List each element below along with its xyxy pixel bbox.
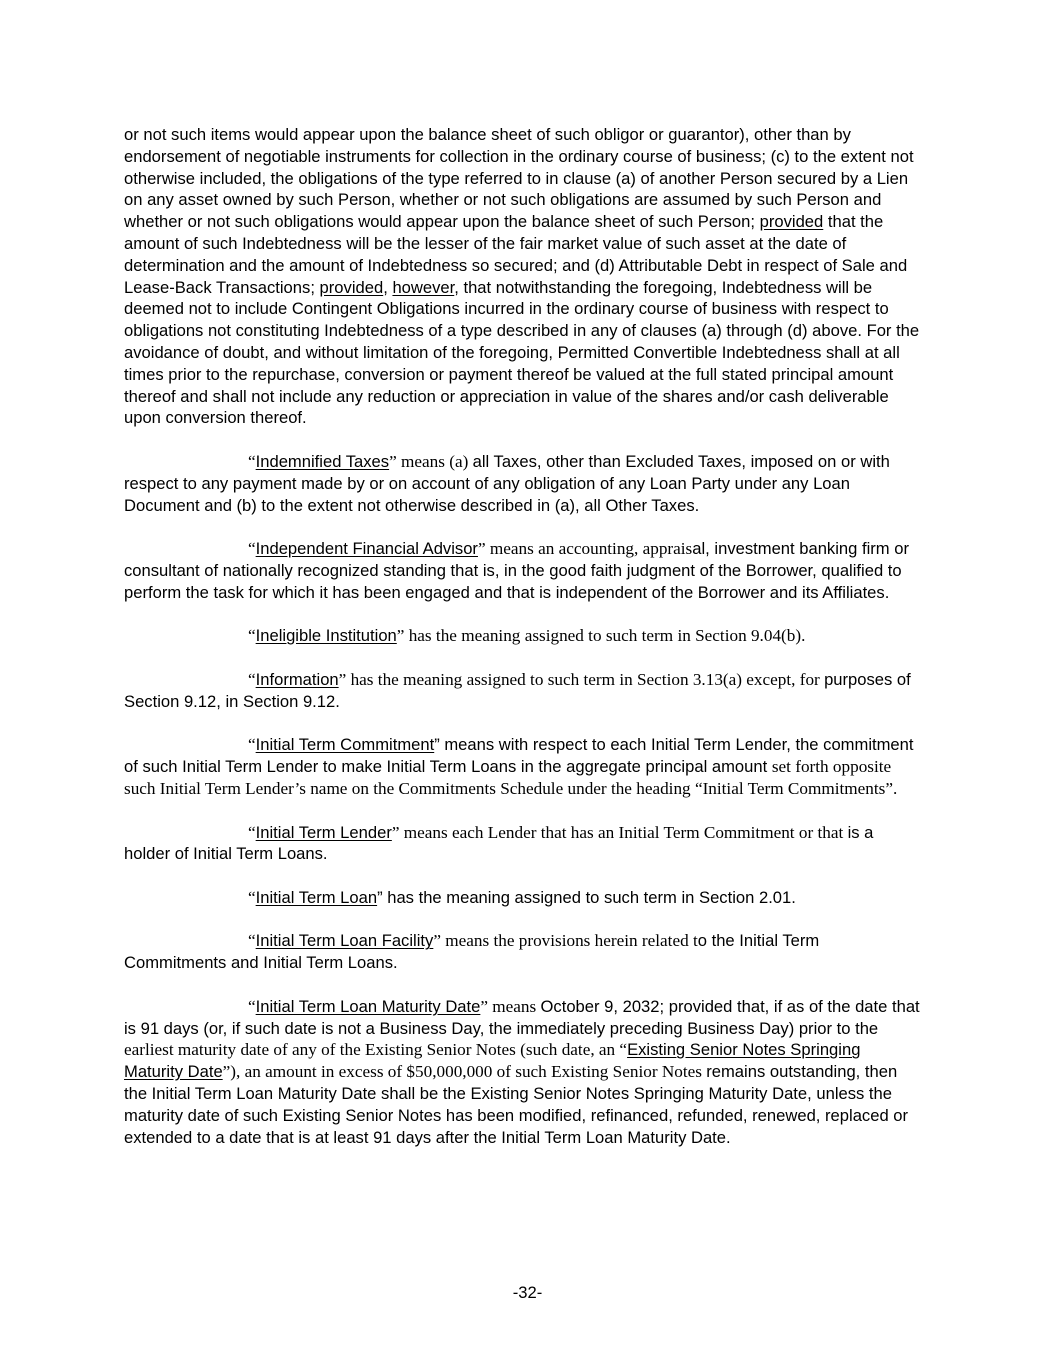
defined-term: Initial Term Commitment — [255, 735, 435, 755]
text-run: “ — [248, 931, 256, 951]
definition-paragraph — [124, 996, 924, 1149]
defined-term: Initial Term Lender — [255, 822, 392, 842]
text-run: ” means — [480, 996, 541, 1016]
definition-paragraph — [124, 451, 924, 516]
text-run: , — [383, 277, 393, 297]
defined-term: however — [392, 277, 455, 297]
text-run: ” means an accounting, apprais — [477, 539, 693, 559]
definition-paragraph — [124, 124, 924, 429]
text-run: “ — [248, 822, 256, 842]
text-run: “ — [248, 887, 256, 907]
definition-paragraph — [124, 822, 924, 866]
text-run: o the Initial Term Commitments and Initial Term Loans. — [124, 931, 820, 973]
text-run: “ — [248, 451, 256, 471]
text-run: October 9, 2032; provided that, if as of the date that is 91 days (or, if such date is not a Business Day, the immediately preceding Business Day) prior to the — [124, 996, 920, 1038]
defined-term: Initial Term Loan — [255, 887, 378, 907]
text-run: ” has the meaning assigned to such term in Section 3.13(a) except, for — [338, 669, 825, 689]
text-run: “ — [248, 735, 256, 755]
text-run: all Taxes, other than Excluded Taxes, imposed on or with respect to any payment made by or on account of any obligation of any Loan Party under any Loan Document and (b) to the extent not otherwise described in (a), all Other Taxes. — [124, 451, 890, 515]
text-run: “ — [248, 539, 256, 559]
defined-term: Indemnified Taxes — [255, 451, 390, 471]
text-run: “ — [248, 626, 256, 646]
text-run: is a holder of Initial Term Loans. — [124, 822, 874, 864]
defined-term: Ineligible Institution — [255, 626, 397, 646]
text-run: “ — [248, 669, 256, 689]
definition-paragraph — [124, 669, 924, 713]
text-run: ” means (a) — [389, 451, 473, 471]
definition-paragraph — [124, 734, 924, 799]
text-run: ”), an amount in excess of $50,000,000 of such Existing Senior Notes — [222, 1062, 707, 1082]
text-run: ” has the meaning assigned to such term in Section 9.04(b). — [396, 626, 806, 646]
text-run: that the amount of such Indebtedness will be the lesser of the fair market value of such asset at the date of determination and the amount of Indebtedness so secured; and (d) Attributable Debt in respect of Sale and Lease-Back Transactions; — [124, 212, 908, 297]
defined-term: Information — [255, 669, 339, 689]
defined-term: Initial Term Loan Maturity Date — [255, 996, 481, 1016]
text-run: ” means the provisions herein related t — [433, 931, 698, 951]
defined-term: Existing Senior Notes Springing Maturity Date — [124, 1040, 861, 1082]
defined-term: provided — [319, 277, 384, 297]
text-run: remains outstanding, then the Initial Term Loan Maturity Date shall be the Existing Senior Notes Springing Maturity Date, unless the maturity date of such Existing Senior Notes has been modified, refinanced, refunded, renewed, replaced or extended to a date that is at least 91 days after the Initial Term Loan Maturity Date. — [124, 1062, 909, 1147]
definition-paragraph — [124, 930, 924, 974]
text-run: “ — [248, 996, 256, 1016]
text-run: al, investment banking firm or consultant of nationally recognized standing that is, in the good faith judgment of the Borrower, qualified to perform the task for which it has been engaged and that is independent of the Borrower and its Affiliates. — [124, 539, 909, 602]
text-run: ” means each Lender that has an Initial Term Commitment or that — [391, 822, 848, 842]
definition-paragraph — [124, 538, 924, 603]
text-run: or not such items would appear upon the balance sheet of such obligor or guarantor), other than by endorsement of negotiable instruments for collection in the ordinary course of business; (c) to the extent not otherwise included, the obligations of the type referred to in clause (a) of another Person secured by a Lien on any asset owned by such Person, whether or not such obligations are assumed by such Person and whether or not such obligations would appear upon the balance sheet of such Person; — [124, 125, 914, 232]
text-run: , that notwithstanding the foregoing, Indebtedness will be deemed not to include Contingent Obligations incurred in the ordinary course of business with respect to obligations not constituting Indebtedness of a type described in any of clauses (a) through (d) above. For the avoidance of doubt, and without limitation of the foregoing, Permitted Convertible Indebtedness shall at all times prior to the repurchase, conversion or payment thereof be valued at the full stated principal amount thereof and shall not include any reduction or appreciation in value of the shares and/or cash deliverable upon conversion thereof. — [124, 277, 920, 428]
defined-term: Independent Financial Advisor — [255, 539, 478, 559]
page-number: -32- — [512, 1283, 543, 1302]
text-run: purposes of Section 9.12, in Section 9.12. — [124, 669, 911, 711]
defined-term: provided — [759, 212, 824, 232]
text-run: earliest maturity date of any of the Existing Senior Notes (such date, an “ — [124, 1040, 628, 1060]
text-run: ” has the meaning assigned to such term in Section 2.01. — [377, 887, 796, 907]
defined-term: Initial Term Loan Facility — [255, 931, 434, 951]
document-page-body — [124, 124, 924, 1170]
text-run: ” means with respect to each Initial Term Lender, the commitment of such Initial Term Lender to make Initial Term Loans in the aggregate principal amount — [124, 735, 914, 777]
definition-paragraph — [124, 887, 924, 909]
definition-paragraph — [124, 625, 924, 647]
text-run: set forth opposite such Initial Term Lender’s name on the Commitments Schedule under the heading “Initial Term Commitments”. — [124, 757, 898, 798]
